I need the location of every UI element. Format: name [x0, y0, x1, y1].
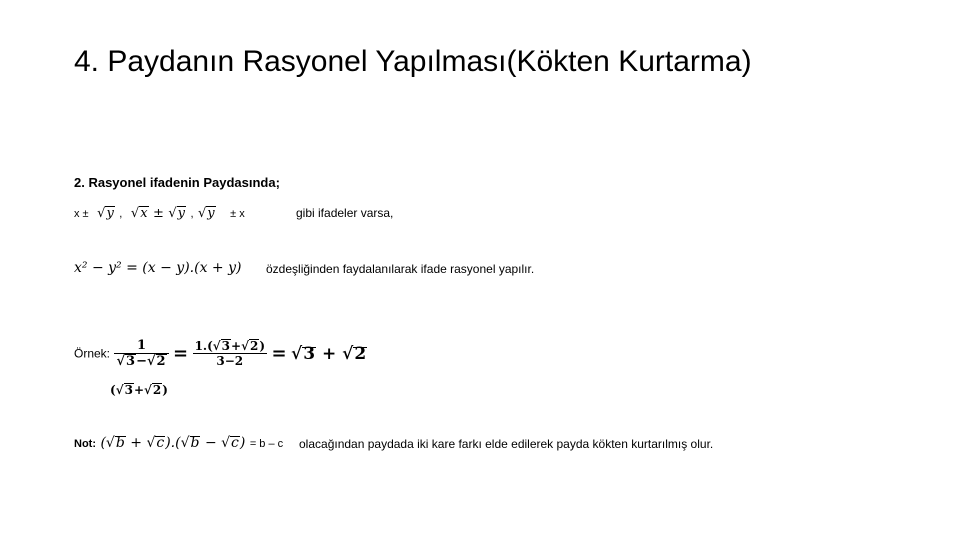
expression-list: x ± √y , √x ± √y , √y ± x	[74, 206, 245, 221]
fraction-denominator: 3−2	[216, 354, 244, 368]
radicand: c	[156, 435, 165, 451]
fraction-denominator: √3−√2	[116, 354, 166, 369]
example-result: √3 + √2	[291, 343, 367, 364]
operator: +	[321, 343, 337, 364]
line1-text: gibi ifadeler varsa,	[296, 206, 394, 220]
fraction-numerator: 1	[114, 338, 168, 354]
expr-a-root: y	[106, 206, 114, 221]
expr-a-prefix: x ±	[74, 208, 89, 220]
note-expression: (√b + √c).(√b − √c)	[100, 435, 246, 451]
radicand: 2	[156, 354, 166, 369]
expr-b-pm: ±	[153, 206, 164, 221]
note-block	[74, 434, 283, 452]
operator: −	[136, 354, 147, 369]
radicand: 3	[124, 383, 133, 397]
line2-text: özdeşliğinden faydalanılarak ifade rasyonel yapılır.	[266, 262, 535, 276]
radicand: b	[115, 435, 125, 451]
example-block	[74, 338, 367, 369]
radicand: 2	[249, 339, 259, 353]
operator: +	[133, 383, 144, 397]
section-heading: 2. Rasyonel ifadenin Paydasında;	[74, 175, 280, 190]
note-label: Not:	[74, 438, 96, 450]
expr-b-root1: x	[140, 206, 148, 221]
operator: −	[204, 435, 217, 451]
identity-formula: x² − y² = (x − y).(x + y)	[74, 260, 242, 276]
radicand: 2	[354, 343, 367, 364]
radicand: 3	[221, 339, 231, 353]
radicand: 2	[152, 383, 162, 397]
fraction-numerator: 1.(√3+√2)	[194, 339, 266, 353]
paren: )	[162, 383, 168, 397]
separator: ,	[190, 208, 194, 220]
radicand: 3	[126, 354, 136, 369]
expr-c-tail: ± x	[230, 208, 245, 220]
equals-sign: =	[271, 343, 287, 364]
example-multiplier: (√3+√2)	[110, 383, 168, 397]
operator: +	[231, 339, 242, 353]
radicand: b	[190, 435, 200, 451]
paren: (	[100, 435, 106, 451]
paren: )	[239, 435, 246, 451]
example-fraction-1	[114, 338, 168, 369]
separator: ,	[119, 208, 123, 220]
equals-sign: =	[173, 343, 189, 364]
expr-c-root: y	[207, 206, 215, 221]
note-text: olacağından paydada iki kare farkı elde edilerek payda kökten kurtarılmış olur.	[299, 437, 714, 451]
example-label: Örnek:	[74, 346, 111, 361]
numerator-lead: 1.(	[194, 339, 213, 353]
slide-title: 4. Paydanın Rasyonel Yapılması(Kökten Kurtarma)	[74, 45, 752, 78]
note-result: = b – c	[249, 438, 284, 450]
paren: (	[110, 383, 116, 397]
paren: ).(	[165, 435, 181, 451]
radicand: c	[231, 435, 239, 451]
radicand: 3	[303, 343, 316, 364]
expr-b-root2: y	[177, 206, 186, 221]
paren: )	[259, 339, 266, 353]
operator: +	[130, 435, 142, 451]
example-fraction-2	[193, 339, 267, 368]
